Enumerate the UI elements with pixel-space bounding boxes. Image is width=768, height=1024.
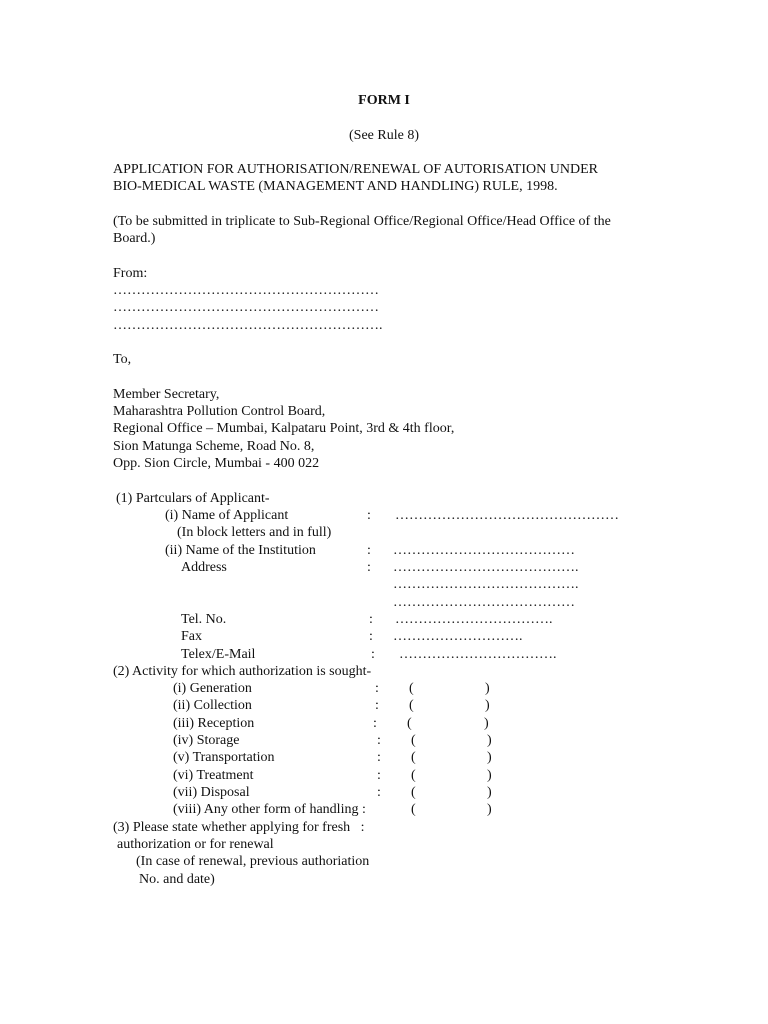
activity-open-paren: ( (409, 698, 414, 713)
institution-name-blank: ………………………………… (393, 543, 575, 558)
section-2-heading: (2) Activity for which authorization is sought- (113, 664, 372, 679)
activity-close-paren: ) (487, 750, 492, 765)
address-blank-line-3: ………………………………… (393, 595, 575, 610)
activity-label: (viii) Any other form of handling : (173, 802, 366, 817)
activity-label: (vii) Disposal (173, 785, 250, 800)
institution-name-colon: : (367, 543, 371, 558)
tel-label: Tel. No. (181, 612, 227, 627)
section-3-line-3: (In case of renewal, previous authoriation (136, 854, 370, 869)
activity-close-paren: ) (487, 768, 492, 783)
activity-close-paren: ) (485, 681, 490, 696)
applicant-name-hint: (In block letters and in full) (177, 525, 332, 540)
activity-close-paren: ) (487, 802, 492, 817)
activity-colon: : (377, 733, 381, 748)
from-blank-line-1: ………………………………………………… (113, 283, 379, 298)
addressee-line-5: Opp. Sion Circle, Mumbai - 400 022 (113, 456, 320, 471)
addressee-line-2: Maharashtra Pollution Control Board, (113, 404, 326, 419)
to-label: To, (113, 352, 132, 367)
fax-colon: : (369, 629, 373, 644)
section-3-line-1: (3) Please state whether applying for fresh : (113, 820, 365, 835)
addressee-line-1: Member Secretary, (113, 387, 220, 402)
institution-name-label: (ii) Name of the Institution (165, 543, 316, 558)
telex-email-blank: ……………………………. (399, 647, 557, 662)
address-label: Address (181, 560, 227, 575)
activity-close-paren: ) (484, 716, 489, 731)
tel-blank: ……………………………. (395, 612, 553, 627)
activity-close-paren: ) (485, 698, 490, 713)
activity-close-paren: ) (487, 733, 492, 748)
submission-note-line-2: Board.) (113, 231, 156, 246)
activity-colon: : (377, 750, 381, 765)
activity-label: (iv) Storage (173, 733, 240, 748)
from-blank-line-3: …………………………………………………. (113, 318, 383, 333)
telex-email-label: Telex/E-Mail (181, 647, 256, 662)
from-label: From: (113, 266, 148, 281)
addressee-line-4: Sion Matunga Scheme, Road No. 8, (113, 439, 315, 454)
telex-email-colon: : (371, 647, 375, 662)
activity-label: (vi) Treatment (173, 768, 254, 783)
activity-label: (v) Transportation (173, 750, 275, 765)
activity-label: (ii) Collection (173, 698, 252, 713)
address-blank-line-1: …………………………………. (393, 560, 579, 575)
addressee-line-3: Regional Office – Mumbai, Kalpataru Point, 3rd & 4th floor, (113, 421, 455, 436)
applicant-name-colon: : (367, 508, 371, 523)
activity-label: (i) Generation (173, 681, 252, 696)
activity-open-paren: ( (411, 733, 416, 748)
activity-colon: : (375, 681, 379, 696)
applicant-name-label: (i) Name of Applicant (165, 508, 289, 523)
fax-label: Fax (181, 629, 202, 644)
activity-label: (iii) Reception (173, 716, 255, 731)
section-3-line-2: authorization or for renewal (117, 837, 274, 852)
rule-reference: (See Rule 8) (349, 128, 419, 143)
application-heading-line-1: APPLICATION FOR AUTHORISATION/RENEWAL OF AUTORISATION UNDER (113, 162, 598, 177)
activity-close-paren: ) (487, 785, 492, 800)
section-3-line-4: No. and date) (139, 872, 215, 887)
fax-blank: ………………………. (393, 629, 523, 644)
submission-note-line-1: (To be submitted in triplicate to Sub-Regional Office/Regional Office/Head Office of the (113, 214, 611, 229)
tel-colon: : (369, 612, 373, 627)
activity-open-paren: ( (407, 716, 412, 731)
applicant-name-blank: ………………………………………… (395, 508, 619, 523)
from-blank-line-2: ………………………………………………… (113, 300, 379, 315)
activity-colon: : (373, 716, 377, 731)
activity-open-paren: ( (411, 768, 416, 783)
activity-colon: : (377, 785, 381, 800)
application-heading-line-2: BIO-MEDICAL WASTE (MANAGEMENT AND HANDLING) RULE, 1998. (113, 179, 558, 194)
form-title: FORM I (358, 93, 410, 108)
address-blank-line-2: …………………………………. (393, 577, 579, 592)
activity-open-paren: ( (409, 681, 414, 696)
address-colon: : (367, 560, 371, 575)
activity-open-paren: ( (411, 785, 416, 800)
activity-open-paren: ( (411, 750, 416, 765)
section-1-heading: (1) Partculars of Applicant- (116, 491, 270, 506)
activity-colon: : (375, 698, 379, 713)
activity-open-paren: ( (411, 802, 416, 817)
activity-colon: : (377, 768, 381, 783)
